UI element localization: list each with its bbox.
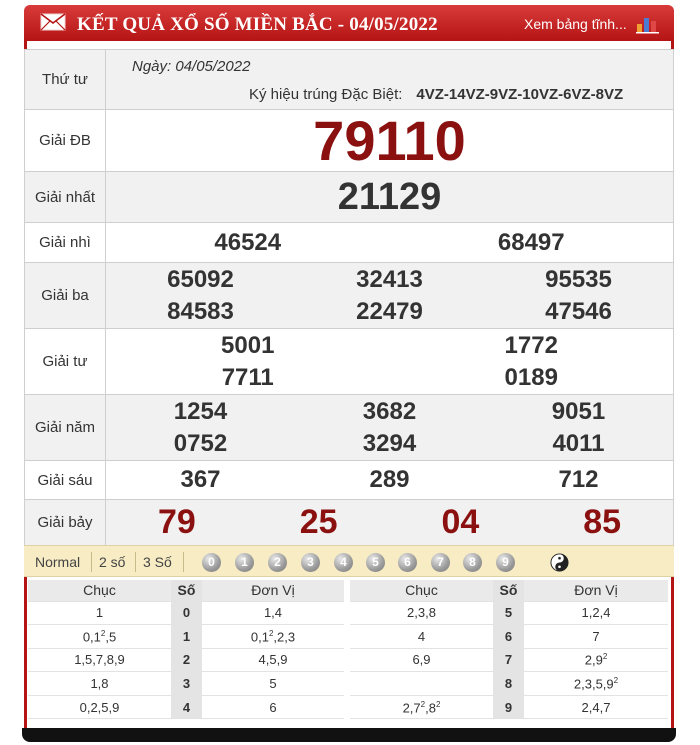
- prize-row-ba: [25, 263, 674, 329]
- stats-cell-donvi: $2,9^2$: [524, 648, 668, 672]
- prize-label-bay: Giải bảy: [25, 500, 106, 546]
- stats-cell-donvi: 7: [524, 625, 668, 649]
- stats-table-left: [28, 580, 344, 719]
- stats-cell-so: 4: [171, 695, 202, 719]
- third-prize-number: 84583: [167, 297, 234, 325]
- col-header-donvi: Đơn Vị: [524, 580, 668, 601]
- stats-row: [28, 648, 344, 672]
- stats-row: [350, 625, 668, 649]
- special-symbol-value: 4VZ-14VZ-9VZ-10VZ-6VZ-8VZ: [416, 86, 624, 103]
- seventh-prize-number: 79: [157, 503, 196, 541]
- draw-date: Ngày: 04/05/2022: [132, 58, 251, 75]
- bar-chart-icon[interactable]: [635, 10, 661, 34]
- stats-cell-so: 7: [493, 648, 524, 672]
- prize-row-nam: [25, 395, 674, 461]
- stats-cell-so: 3: [171, 672, 202, 696]
- seventh-prize-number: 25: [299, 503, 338, 541]
- col-header-so: Số: [493, 580, 524, 601]
- tab-3-so[interactable]: 3 Số: [143, 554, 172, 570]
- digit-filter-2[interactable]: 2: [268, 553, 287, 572]
- second-prize-number: 46524: [214, 228, 282, 256]
- stats-row: [350, 601, 668, 625]
- third-prize-number: 65092: [167, 265, 234, 293]
- fourth-prize-number: 0189: [504, 363, 558, 391]
- tab-divider: [91, 552, 92, 572]
- stats-cell-so: 8: [493, 672, 524, 696]
- stats-cell-chuc: 1,8: [28, 672, 171, 696]
- fourth-prize-number: 7711: [221, 363, 274, 391]
- stats-cell-donvi: 1,2,4: [524, 601, 668, 625]
- stats-row: [28, 601, 344, 625]
- sixth-prize-number: 289: [369, 466, 410, 493]
- prize-label-nam: Giải năm: [25, 395, 106, 461]
- stats-cell-so: 1: [171, 625, 202, 649]
- superscript: 2: [420, 699, 426, 709]
- stats-cell-donvi: $0,1^2,2,3$: [202, 625, 344, 649]
- prize-label-nhi: Giải nhì: [25, 223, 106, 263]
- digit-filter-7[interactable]: 7: [431, 553, 450, 572]
- prize-row-sau: [25, 461, 674, 500]
- stats-row: [28, 672, 344, 696]
- col-header-chuc: Chục: [350, 580, 493, 601]
- page-title: KẾT QUẢ XỔ SỐ MIỀN BẮC - 04/05/2022: [77, 14, 438, 35]
- sixth-prize-number: 712: [558, 466, 599, 493]
- stats-row: [28, 625, 344, 649]
- fifth-prize-number: 0752: [173, 429, 228, 457]
- superscript: 2: [602, 652, 608, 662]
- stats-cell-so: 2: [171, 648, 202, 672]
- stats-table-right: [350, 580, 668, 719]
- prize-row-tu: [25, 329, 674, 395]
- stats-row: [28, 695, 344, 719]
- prize-label-sau: Giải sáu: [25, 461, 106, 500]
- stats-cell-donvi: 6: [202, 695, 344, 719]
- digit-filter-9[interactable]: 9: [496, 553, 515, 572]
- prize-label-db: Giải ĐB: [25, 110, 106, 172]
- filter-tab-bar: [24, 545, 674, 577]
- digit-filter-1[interactable]: 1: [235, 553, 254, 572]
- stats-cell-so: 5: [493, 601, 524, 625]
- tab-divider: [183, 552, 184, 572]
- sixth-prize-number: 367: [180, 466, 221, 493]
- fifth-prize-number: 1254: [173, 397, 228, 425]
- prize-row-nhat: [25, 172, 674, 223]
- stats-cell-so: 0: [171, 601, 202, 625]
- stats-cell-chuc: 2,3,8: [350, 601, 493, 625]
- digit-filter-5[interactable]: 5: [366, 553, 385, 572]
- stats-cell-donvi: 2,3,5,9$^2$: [524, 672, 668, 696]
- stats-cell-so: 6: [493, 625, 524, 649]
- stats-row: [350, 672, 668, 696]
- digit-filter-4[interactable]: 4: [334, 553, 353, 572]
- third-prize-number: 32413: [356, 265, 423, 293]
- special-prize-number: 79110: [313, 108, 466, 172]
- fifth-prize-number: 3682: [362, 397, 417, 425]
- results-header: [24, 5, 674, 41]
- seventh-prize-number: 85: [583, 503, 622, 541]
- prize-label-tu: Giải tư: [25, 329, 106, 395]
- stats-row: [350, 695, 668, 719]
- fourth-prize-number: 1772: [504, 331, 558, 359]
- third-prize-number: 47546: [545, 297, 612, 325]
- prize-label-nhat: Giải nhất: [25, 172, 106, 223]
- digit-filter-8[interactable]: 8: [463, 553, 482, 572]
- results-table: [24, 49, 674, 546]
- fifth-prize-number: 3294: [362, 429, 417, 457]
- superscript: 2: [435, 699, 441, 709]
- digit-filter-3[interactable]: 3: [301, 553, 320, 572]
- stats-cell-chuc: 1: [28, 601, 171, 625]
- superscript: 2: [613, 675, 619, 685]
- fifth-prize-number: 9051: [551, 397, 606, 425]
- fourth-prize-number: 5001: [221, 331, 275, 359]
- third-prize-number: 22479: [356, 297, 423, 325]
- prize-label-ba: Giải ba: [25, 263, 106, 329]
- superscript: 2: [100, 628, 106, 638]
- tab-divider: [135, 552, 136, 572]
- prize-row-bay: [25, 500, 674, 546]
- prize-row-db: [25, 110, 674, 172]
- col-header-so: Số: [171, 580, 202, 601]
- stats-cell-chuc: 0,2,5,9: [28, 695, 171, 719]
- superscript: 2: [268, 628, 274, 638]
- stats-cell-chuc: 4: [350, 625, 493, 649]
- stats-cell-chuc: 6,9: [350, 648, 493, 672]
- stats-cell-chuc: $0,1^2,5$: [28, 625, 171, 649]
- prize-row-nhi: [25, 223, 674, 263]
- second-prize-number: 68497: [497, 228, 565, 256]
- digit-filter-6[interactable]: 6: [398, 553, 417, 572]
- first-prize-number: 21129: [337, 175, 442, 218]
- view-static-table-link[interactable]: Xem bảng tĩnh...: [524, 16, 627, 32]
- tab-2-so[interactable]: 2 số: [99, 554, 126, 570]
- stats-cell-donvi: 4,5,9: [202, 648, 344, 672]
- yin-yang-icon[interactable]: [550, 553, 569, 572]
- third-prize-number: 95535: [545, 265, 612, 293]
- stats-cell-donvi: 1,4: [202, 601, 344, 625]
- stats-cell-chuc: $2,7^2,8^2$: [350, 695, 493, 719]
- stats-cell-donvi: 2,4,7: [524, 695, 668, 719]
- results-footer: [22, 728, 676, 742]
- stats-cell-chuc: 1,5,7,8,9: [28, 648, 171, 672]
- special-symbol-line: [249, 86, 623, 103]
- col-header-donvi: Đơn Vị: [202, 580, 344, 601]
- weekday-label: Thứ tư: [25, 50, 106, 110]
- stats-cell-chuc: [350, 672, 493, 696]
- seventh-prize-number: 04: [441, 503, 480, 541]
- stats-cell-donvi: 5: [202, 672, 344, 696]
- tab-normal[interactable]: Normal: [35, 554, 81, 570]
- digit-filter-0[interactable]: 0: [202, 553, 221, 572]
- special-symbol-label: Ký hiệu trúng Đặc Biệt:: [249, 86, 403, 103]
- col-header-chuc: Chục: [28, 580, 171, 601]
- mail-icon: [40, 13, 66, 31]
- stats-cell-so: 9: [493, 695, 524, 719]
- stats-row: [350, 648, 668, 672]
- fifth-prize-number: 4011: [552, 429, 605, 457]
